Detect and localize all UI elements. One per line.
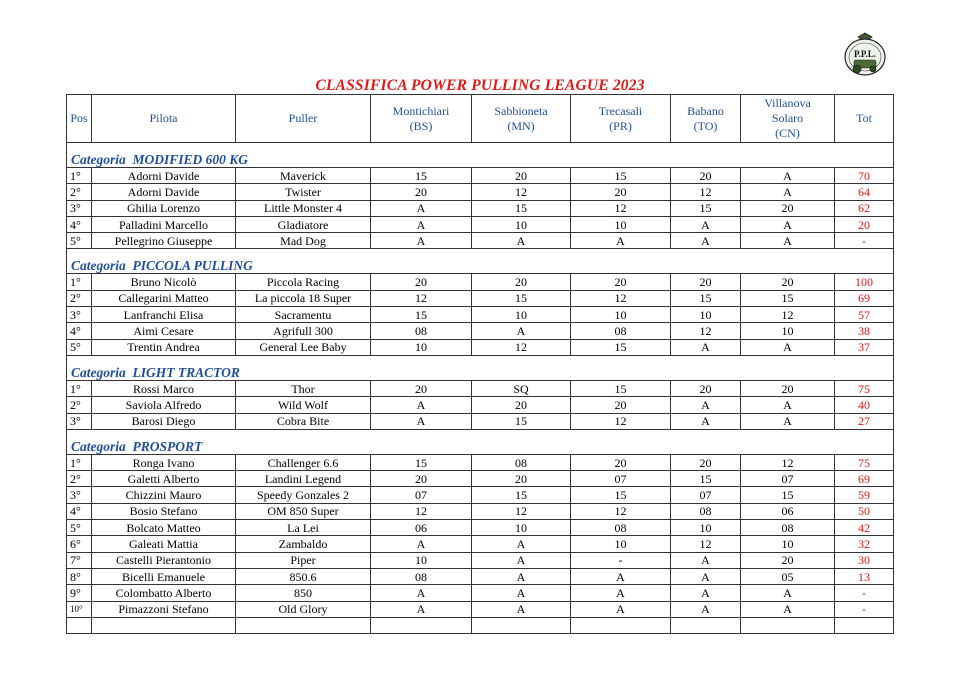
table-row	[67, 487, 894, 503]
cell-babano: A	[671, 233, 741, 249]
cell-babano: 20	[671, 168, 741, 184]
header-trecasali: Trecasali (PR)	[571, 95, 671, 143]
cell-montichiari: 12	[371, 290, 472, 306]
cell-sabbioneta: 10	[472, 216, 571, 232]
cell-pos: 5°	[67, 339, 92, 355]
category-label: Categoria MODIFIED 600 KG	[71, 152, 249, 167]
category-row	[67, 437, 894, 455]
cell-trecasali: 20	[571, 184, 671, 200]
gap-cell	[67, 429, 894, 437]
header-pos: Pos	[67, 95, 92, 143]
table-row	[67, 380, 894, 396]
cell-pilota: Castelli Pierantonio	[92, 552, 236, 568]
table-row	[67, 568, 894, 584]
cell-pos: 4°	[67, 503, 92, 519]
cell-babano: 15	[671, 290, 741, 306]
cell-montichiari: 15	[371, 307, 472, 323]
cell-puller: La piccola 18 Super	[236, 290, 371, 306]
cell-puller: Mad Dog	[236, 233, 371, 249]
empty-cell	[92, 617, 236, 633]
cell-tot: 38	[835, 323, 894, 339]
table-row	[67, 585, 894, 601]
section-gap	[67, 355, 894, 363]
header-row	[67, 95, 894, 143]
cell-montichiari: 08	[371, 568, 472, 584]
cell-trecasali: 12	[571, 200, 671, 216]
cell-montichiari: 20	[371, 274, 472, 290]
cell-tot: 32	[835, 536, 894, 552]
category-cell	[67, 150, 894, 168]
cell-trecasali: 12	[571, 503, 671, 519]
cell-puller: Challenger 6.6	[236, 454, 371, 470]
cell-villanova: 15	[741, 290, 835, 306]
cell-puller: Little Monster 4	[236, 200, 371, 216]
cell-trecasali: 15	[571, 339, 671, 355]
cell-montichiari: A	[371, 397, 472, 413]
cell-tot: 50	[835, 503, 894, 519]
cell-villanova: A	[741, 339, 835, 355]
cell-montichiari: 20	[371, 184, 472, 200]
page-title: CLASSIFICA POWER PULLING LEAGUE 2023	[315, 77, 645, 94]
cell-montichiari: A	[371, 216, 472, 232]
cell-montichiari: 10	[371, 339, 472, 355]
cell-pos: 9°	[67, 585, 92, 601]
cell-tot: -	[835, 233, 894, 249]
header-tot: Tot	[835, 95, 894, 143]
table-row	[67, 233, 894, 249]
empty-cell	[236, 617, 371, 633]
category-label: Categoria PICCOLA PULLING	[71, 258, 253, 274]
cell-villanova: 12	[741, 307, 835, 323]
cell-pilota: Bosio Stefano	[92, 503, 236, 519]
cell-villanova: 05	[741, 568, 835, 584]
empty-cell	[835, 617, 894, 633]
cell-babano: 10	[671, 307, 741, 323]
cell-sabbioneta: A	[472, 552, 571, 568]
cell-villanova: A	[741, 168, 835, 184]
cell-tot: 13	[835, 568, 894, 584]
cell-tot: -	[835, 585, 894, 601]
cell-villanova: A	[741, 184, 835, 200]
cell-pilota: Bicelli Emanuele	[92, 568, 236, 584]
cell-montichiari: A	[371, 413, 472, 429]
gap-cell	[67, 355, 894, 363]
empty-cell	[67, 617, 92, 633]
table-row	[67, 307, 894, 323]
cell-tot: 62	[835, 200, 894, 216]
cell-babano: 12	[671, 536, 741, 552]
cell-sabbioneta: A	[472, 585, 571, 601]
cell-pos: 6°	[67, 536, 92, 552]
table-row	[67, 274, 894, 290]
category-label: Categoria LIGHT TRACTOR	[71, 364, 240, 380]
cell-tot: 30	[835, 552, 894, 568]
empty-cell	[571, 617, 671, 633]
cell-pos: 4°	[67, 216, 92, 232]
cell-trecasali: 15	[571, 380, 671, 396]
cell-pilota: Galeati Mattia	[92, 536, 236, 552]
cell-montichiari: A	[371, 585, 472, 601]
empty-cell	[472, 617, 571, 633]
cell-pos: 1°	[67, 454, 92, 470]
section-gap	[67, 143, 894, 151]
category-cell	[67, 437, 894, 455]
cell-pos: 3°	[67, 413, 92, 429]
cell-villanova: 20	[741, 200, 835, 216]
table-row	[67, 339, 894, 355]
cell-pilota: Pimazzoni Stefano	[92, 601, 236, 617]
cell-puller: Cobra Bite	[236, 413, 371, 429]
cell-villanova: 06	[741, 503, 835, 519]
cell-trecasali: 15	[571, 487, 671, 503]
cell-pos: 2°	[67, 290, 92, 306]
table-row	[67, 454, 894, 470]
cell-pos: 4°	[67, 323, 92, 339]
cell-montichiari: 15	[371, 454, 472, 470]
cell-tot: 37	[835, 339, 894, 355]
section-gap	[67, 429, 894, 437]
cell-puller: Agrifull 300	[236, 323, 371, 339]
cell-sabbioneta: 15	[472, 413, 571, 429]
table-row	[67, 552, 894, 568]
cell-villanova: 12	[741, 454, 835, 470]
cell-pos: 10°	[67, 601, 92, 617]
category-row	[67, 363, 894, 381]
cell-tot: 70	[835, 168, 894, 184]
cell-sabbioneta: A	[472, 601, 571, 617]
cell-pilota: Ghilia Lorenzo	[92, 200, 236, 216]
cell-pilota: Palladini Marcello	[92, 216, 236, 232]
cell-puller: Maverick	[236, 168, 371, 184]
cell-trecasali: 08	[571, 520, 671, 536]
category-cell	[67, 363, 894, 381]
category-label: Categoria PROSPORT	[71, 438, 203, 454]
cell-puller: OM 850 Super	[236, 503, 371, 519]
cell-tot: 100	[835, 274, 894, 290]
cell-sabbioneta: 20	[472, 397, 571, 413]
cell-tot: 69	[835, 471, 894, 487]
cell-trecasali: A	[571, 601, 671, 617]
table-row	[67, 184, 894, 200]
cell-tot: -	[835, 601, 894, 617]
cell-sabbioneta: 20	[472, 274, 571, 290]
table-row	[67, 168, 894, 184]
cell-trecasali: 07	[571, 471, 671, 487]
table-row	[67, 216, 894, 232]
cell-pilota: Pellegrino Giuseppe	[92, 233, 236, 249]
cell-babano: 20	[671, 274, 741, 290]
cell-pilota: Chizzini Mauro	[92, 487, 236, 503]
cell-pos: 3°	[67, 487, 92, 503]
table-row	[67, 503, 894, 519]
cell-montichiari: 20	[371, 471, 472, 487]
cell-sabbioneta: 15	[472, 200, 571, 216]
cell-montichiari: 06	[371, 520, 472, 536]
section-gap	[67, 249, 894, 257]
cell-babano: 15	[671, 200, 741, 216]
cell-pilota: Bruno Nicolò	[92, 274, 236, 290]
cell-montichiari: 15	[371, 168, 472, 184]
cell-pos: 2°	[67, 184, 92, 200]
cell-villanova: 10	[741, 323, 835, 339]
cell-babano: A	[671, 397, 741, 413]
table-row	[67, 323, 894, 339]
cell-babano: A	[671, 552, 741, 568]
table-row	[67, 413, 894, 429]
cell-sabbioneta: SQ	[472, 380, 571, 396]
cell-babano: A	[671, 216, 741, 232]
cell-puller: Wild Wolf	[236, 397, 371, 413]
cell-pos: 2°	[67, 471, 92, 487]
cell-pilota: Saviola Alfredo	[92, 397, 236, 413]
gap-cell	[67, 143, 894, 151]
cell-villanova: 08	[741, 520, 835, 536]
cell-trecasali: -	[571, 552, 671, 568]
cell-pos: 1°	[67, 380, 92, 396]
cell-tot: 40	[835, 397, 894, 413]
cell-pos: 7°	[67, 552, 92, 568]
empty-cell	[371, 617, 472, 633]
category-row	[67, 256, 894, 274]
cell-trecasali: A	[571, 585, 671, 601]
cell-sabbioneta: 12	[472, 339, 571, 355]
cell-tot: 27	[835, 413, 894, 429]
cell-trecasali: 20	[571, 397, 671, 413]
standings-body	[67, 95, 894, 634]
logo-text: P.P.L.	[853, 49, 877, 59]
cell-pos: 8°	[67, 568, 92, 584]
header-babano: Babano (TO)	[671, 95, 741, 143]
cell-tot: 64	[835, 184, 894, 200]
cell-sabbioneta: A	[472, 536, 571, 552]
cell-puller: 850.6	[236, 568, 371, 584]
cell-montichiari: 08	[371, 323, 472, 339]
ppl-logo	[842, 30, 888, 78]
cell-tot: 75	[835, 380, 894, 396]
empty-cell	[671, 617, 741, 633]
cell-puller: Landini Legend	[236, 471, 371, 487]
cell-pilota: Bolcato Matteo	[92, 520, 236, 536]
cell-sabbioneta: 15	[472, 487, 571, 503]
cell-pos: 1°	[67, 274, 92, 290]
table-row	[67, 290, 894, 306]
cell-babano: 12	[671, 184, 741, 200]
table-row	[67, 601, 894, 617]
cell-puller: La Lei	[236, 520, 371, 536]
cell-pilota: Adorni Davide	[92, 184, 236, 200]
cell-pilota: Adorni Davide	[92, 168, 236, 184]
header-villanova: Villanova Solaro (CN)	[741, 95, 835, 143]
cell-montichiari: 20	[371, 380, 472, 396]
cell-villanova: 20	[741, 274, 835, 290]
cell-babano: 08	[671, 503, 741, 519]
cell-trecasali: 20	[571, 454, 671, 470]
cell-villanova: 20	[741, 380, 835, 396]
cell-puller: 850	[236, 585, 371, 601]
cell-montichiari: A	[371, 233, 472, 249]
cell-villanova: 07	[741, 471, 835, 487]
empty-row	[67, 617, 894, 633]
cell-babano: 20	[671, 380, 741, 396]
cell-babano: A	[671, 585, 741, 601]
cell-pos: 3°	[67, 200, 92, 216]
cell-trecasali: 12	[571, 413, 671, 429]
cell-babano: A	[671, 568, 741, 584]
cell-pilota: Callegarini Matteo	[92, 290, 236, 306]
cell-montichiari: 10	[371, 552, 472, 568]
cell-trecasali: 12	[571, 290, 671, 306]
cell-villanova: A	[741, 601, 835, 617]
header-puller: Puller	[236, 95, 371, 143]
cell-pos: 1°	[67, 168, 92, 184]
header-sabbioneta: Sabbioneta (MN)	[472, 95, 571, 143]
table-row	[67, 471, 894, 487]
cell-trecasali: 08	[571, 323, 671, 339]
cell-sabbioneta: 12	[472, 503, 571, 519]
empty-cell	[741, 617, 835, 633]
cell-trecasali: 10	[571, 307, 671, 323]
cell-montichiari: A	[371, 536, 472, 552]
cell-pilota: Lanfranchi Elisa	[92, 307, 236, 323]
cell-tot: 69	[835, 290, 894, 306]
cell-villanova: 15	[741, 487, 835, 503]
cell-tot: 59	[835, 487, 894, 503]
cell-sabbioneta: A	[472, 323, 571, 339]
cell-villanova: A	[741, 585, 835, 601]
cell-pilota: Colombatto Alberto	[92, 585, 236, 601]
cell-montichiari: A	[371, 601, 472, 617]
cell-babano: 15	[671, 471, 741, 487]
cell-puller: Old Glory	[236, 601, 371, 617]
category-cell	[67, 256, 894, 274]
cell-puller: General Lee Baby	[236, 339, 371, 355]
cell-pilota: Rossi Marco	[92, 380, 236, 396]
cell-sabbioneta: 10	[472, 520, 571, 536]
cell-puller: Zambaldo	[236, 536, 371, 552]
standings-table	[66, 94, 894, 634]
cell-puller: Sacramentu	[236, 307, 371, 323]
header-pilota: Pilota	[92, 95, 236, 143]
cell-villanova: A	[741, 413, 835, 429]
cell-sabbioneta: 20	[472, 168, 571, 184]
cell-babano: A	[671, 413, 741, 429]
cell-trecasali: 15	[571, 168, 671, 184]
cell-villanova: 20	[741, 552, 835, 568]
table-row	[67, 397, 894, 413]
cell-tot: 75	[835, 454, 894, 470]
cell-babano: 07	[671, 487, 741, 503]
cell-pos: 2°	[67, 397, 92, 413]
cell-puller: Piper	[236, 552, 371, 568]
cell-puller: Gladiatore	[236, 216, 371, 232]
cell-trecasali: A	[571, 233, 671, 249]
cell-sabbioneta: A	[472, 568, 571, 584]
cell-sabbioneta: 08	[472, 454, 571, 470]
cell-pos: 5°	[67, 233, 92, 249]
cell-villanova: A	[741, 216, 835, 232]
cell-sabbioneta: 10	[472, 307, 571, 323]
cell-montichiari: A	[371, 200, 472, 216]
cell-pos: 5°	[67, 520, 92, 536]
cell-babano: 20	[671, 454, 741, 470]
cell-sabbioneta: 12	[472, 184, 571, 200]
cell-montichiari: 12	[371, 503, 472, 519]
cell-babano: 12	[671, 323, 741, 339]
cell-puller: Thor	[236, 380, 371, 396]
category-row	[67, 150, 894, 168]
cell-pilota: Ronga Ivano	[92, 454, 236, 470]
cell-sabbioneta: 15	[472, 290, 571, 306]
cell-villanova: 10	[741, 536, 835, 552]
cell-tot: 57	[835, 307, 894, 323]
table-row	[67, 536, 894, 552]
cell-sabbioneta: A	[472, 233, 571, 249]
header-montichiari: Montichiari (BS)	[371, 95, 472, 143]
gap-cell	[67, 249, 894, 257]
cell-tot: 42	[835, 520, 894, 536]
cell-tot: 20	[835, 216, 894, 232]
cell-pilota: Aimi Cesare	[92, 323, 236, 339]
cell-villanova: A	[741, 233, 835, 249]
cell-pilota: Galetti Alberto	[92, 471, 236, 487]
cell-sabbioneta: 20	[472, 471, 571, 487]
cell-babano: A	[671, 339, 741, 355]
cell-trecasali: 10	[571, 216, 671, 232]
cell-babano: 10	[671, 520, 741, 536]
cell-pos: 3°	[67, 307, 92, 323]
table-row	[67, 200, 894, 216]
cell-puller: Twister	[236, 184, 371, 200]
cell-babano: A	[671, 601, 741, 617]
cell-pilota: Trentin Andrea	[92, 339, 236, 355]
cell-puller: Speedy Gonzales 2	[236, 487, 371, 503]
table-row	[67, 520, 894, 536]
cell-pilota: Barosi Diego	[92, 413, 236, 429]
cell-montichiari: 07	[371, 487, 472, 503]
cell-trecasali: 20	[571, 274, 671, 290]
cell-trecasali: A	[571, 568, 671, 584]
cell-puller: Piccola Racing	[236, 274, 371, 290]
cell-trecasali: 10	[571, 536, 671, 552]
cell-villanova: A	[741, 397, 835, 413]
